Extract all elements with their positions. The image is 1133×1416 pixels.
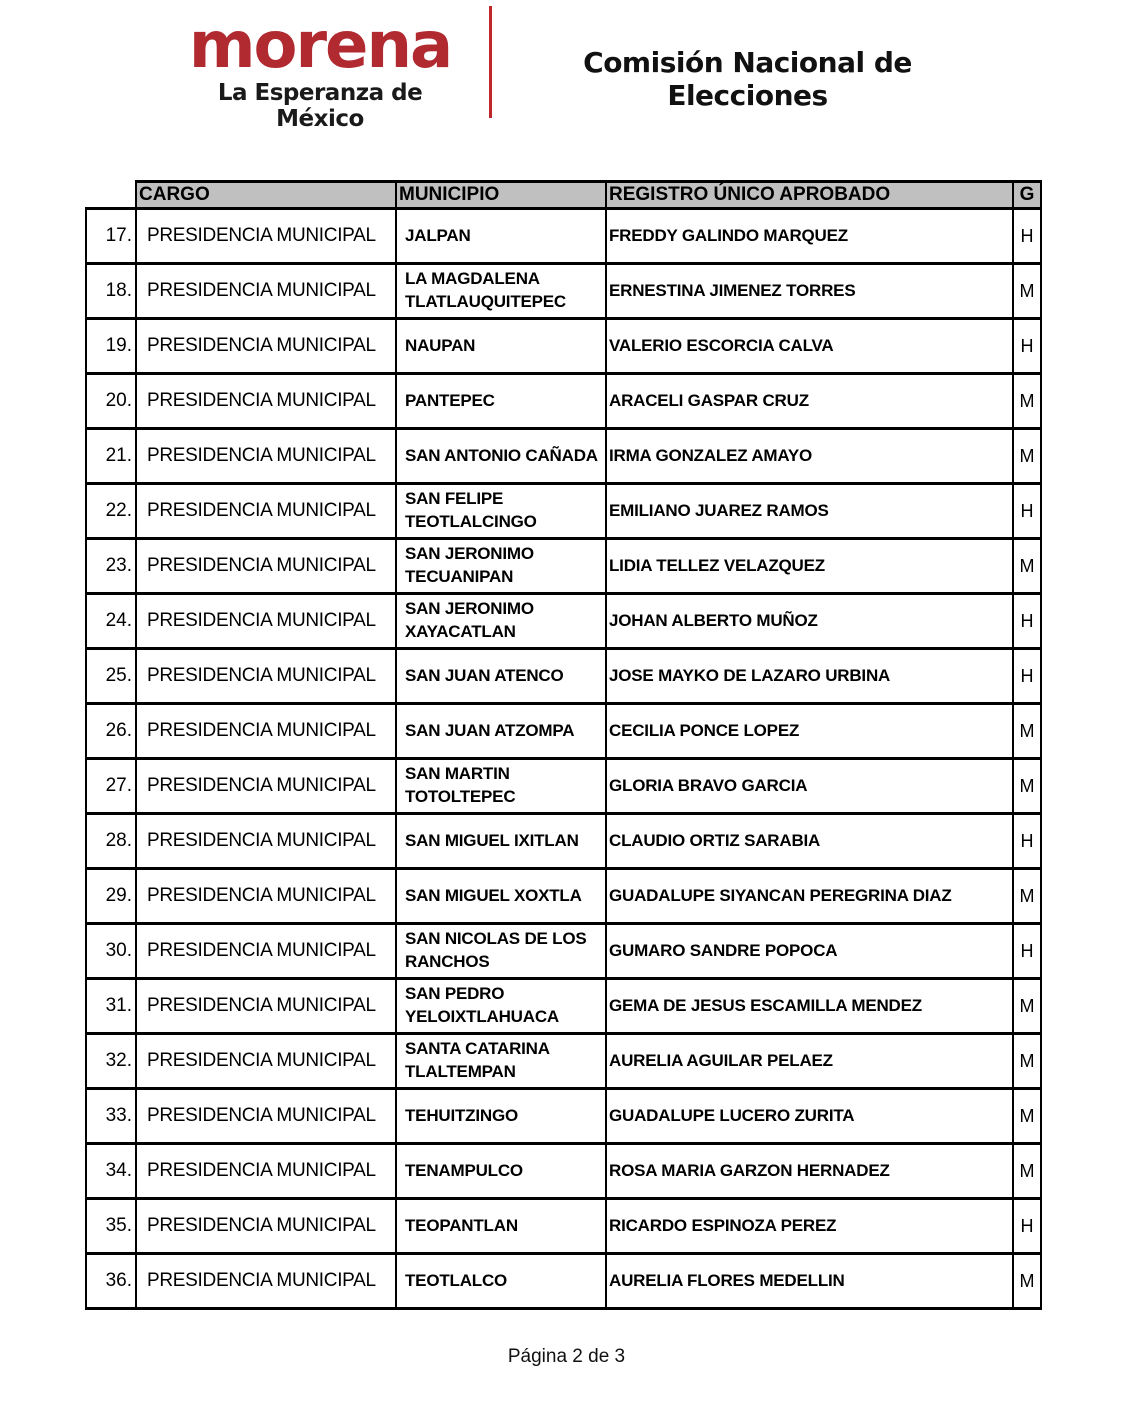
table-row	[86, 1034, 1041, 1089]
row-number-cell: 23.	[86, 539, 136, 594]
table-row	[86, 814, 1041, 869]
cargo-cell: PRESIDENCIA MUNICIPAL	[136, 539, 396, 594]
genero-cell: M	[1013, 1089, 1041, 1144]
row-number-cell: 31.	[86, 979, 136, 1034]
roster-table	[85, 180, 1042, 1310]
municipio-cell: NAUPAN	[396, 319, 606, 374]
municipio-cell: SAN NICOLAS DE LOS RANCHOS	[396, 924, 606, 979]
municipio-cell: PANTEPEC	[396, 374, 606, 429]
genero-cell: M	[1013, 869, 1041, 924]
page-number-label: Página 2 de 3	[507, 1346, 626, 1367]
row-number-cell: 21.	[86, 429, 136, 484]
registro-cell: CLAUDIO ORTIZ SARABIA	[606, 814, 1013, 869]
table-row	[86, 374, 1041, 429]
genero-cell: M	[1013, 539, 1041, 594]
municipio-cell: SAN JERONIMO TECUANIPAN	[396, 539, 606, 594]
table-row	[86, 649, 1041, 704]
row-number-cell: 19.	[86, 319, 136, 374]
registro-cell: EMILIANO JUAREZ RAMOS	[606, 484, 1013, 539]
row-number-cell: 26.	[86, 704, 136, 759]
row-number-cell: 20.	[86, 374, 136, 429]
cargo-cell: PRESIDENCIA MUNICIPAL	[136, 209, 396, 264]
column-header-cargo: CARGO	[136, 182, 396, 209]
header-row	[86, 182, 1041, 209]
cargo-cell: PRESIDENCIA MUNICIPAL	[136, 1034, 396, 1089]
cargo-cell: PRESIDENCIA MUNICIPAL	[136, 704, 396, 759]
row-number-cell: 29.	[86, 869, 136, 924]
registro-cell: JOHAN ALBERTO MUÑOZ	[606, 594, 1013, 649]
genero-cell: H	[1013, 319, 1041, 374]
registro-cell: ARACELI GASPAR CRUZ	[606, 374, 1013, 429]
morena-logo	[185, 9, 455, 132]
municipio-cell: SAN ANTONIO CAÑADA	[396, 429, 606, 484]
registro-cell: IRMA GONZALEZ AMAYO	[606, 429, 1013, 484]
cargo-cell: PRESIDENCIA MUNICIPAL	[136, 594, 396, 649]
row-number-cell: 30.	[86, 924, 136, 979]
genero-cell: M	[1013, 264, 1041, 319]
cargo-cell: PRESIDENCIA MUNICIPAL	[136, 484, 396, 539]
municipio-cell: SAN JUAN ATZOMPA	[396, 704, 606, 759]
table-row	[86, 539, 1041, 594]
registro-cell: LIDIA TELLEZ VELAZQUEZ	[606, 539, 1013, 594]
registro-cell: AURELIA FLORES MEDELLIN	[606, 1254, 1013, 1309]
genero-cell: M	[1013, 704, 1041, 759]
genero-cell: H	[1013, 484, 1041, 539]
table-row	[86, 264, 1041, 319]
cargo-cell: PRESIDENCIA MUNICIPAL	[136, 649, 396, 704]
registro-cell: AURELIA AGUILAR PELAEZ	[606, 1034, 1013, 1089]
municipio-cell: TENAMPULCO	[396, 1144, 606, 1199]
table-row	[86, 924, 1041, 979]
table-row	[86, 209, 1041, 264]
column-header-municipio: MUNICIPIO	[396, 182, 606, 209]
header-divider-line	[489, 6, 492, 118]
row-number-cell: 27.	[86, 759, 136, 814]
table-row	[86, 429, 1041, 484]
municipio-cell: SAN MIGUEL IXITLAN	[396, 814, 606, 869]
row-number-cell: 33.	[86, 1089, 136, 1144]
municipio-cell: LA MAGDALENA TLATLAUQUITEPEC	[396, 264, 606, 319]
cargo-cell: PRESIDENCIA MUNICIPAL	[136, 1144, 396, 1199]
table-row	[86, 594, 1041, 649]
registro-cell: GEMA DE JESUS ESCAMILLA MENDEZ	[606, 979, 1013, 1034]
column-header-genero: G	[1013, 182, 1041, 209]
municipio-cell: SAN MIGUEL XOXTLA	[396, 869, 606, 924]
row-number-cell: 35.	[86, 1199, 136, 1254]
municipio-cell: SAN JUAN ATENCO	[396, 649, 606, 704]
genero-cell: H	[1013, 1199, 1041, 1254]
genero-cell: H	[1013, 594, 1041, 649]
cargo-cell: PRESIDENCIA MUNICIPAL	[136, 814, 396, 869]
municipio-cell: JALPAN	[396, 209, 606, 264]
row-number-cell: 25.	[86, 649, 136, 704]
roster-table-body	[86, 209, 1041, 1309]
registro-cell: ERNESTINA JIMENEZ TORRES	[606, 264, 1013, 319]
cargo-cell: PRESIDENCIA MUNICIPAL	[136, 319, 396, 374]
cargo-cell: PRESIDENCIA MUNICIPAL	[136, 429, 396, 484]
registro-cell: GUMARO SANDRE POPOCA	[606, 924, 1013, 979]
roster-table-wrap	[85, 180, 1042, 1310]
genero-cell: M	[1013, 1034, 1041, 1089]
table-row	[86, 704, 1041, 759]
morena-logo-wordmark: morena	[188, 9, 452, 83]
column-header-registro: REGISTRO ÚNICO APROBADO	[606, 182, 1013, 209]
registro-cell: FREDDY GALINDO MARQUEZ	[606, 209, 1013, 264]
municipio-cell: TEOTLALCO	[396, 1254, 606, 1309]
row-number-cell: 22.	[86, 484, 136, 539]
municipio-cell: TEHUITZINGO	[396, 1089, 606, 1144]
row-number-cell: 17.	[86, 209, 136, 264]
registro-cell: JOSE MAYKO DE LAZARO URBINA	[606, 649, 1013, 704]
table-row	[86, 1199, 1041, 1254]
genero-cell: H	[1013, 924, 1041, 979]
cargo-cell: PRESIDENCIA MUNICIPAL	[136, 374, 396, 429]
genero-cell: M	[1013, 1144, 1041, 1199]
municipio-cell: SAN PEDRO YELOIXTLAHUACA	[396, 979, 606, 1034]
header-corner-blank	[86, 182, 136, 209]
genero-cell: M	[1013, 429, 1041, 484]
genero-cell: M	[1013, 759, 1041, 814]
cargo-cell: PRESIDENCIA MUNICIPAL	[136, 1254, 396, 1309]
morena-logo-tagline: La Esperanza de México	[217, 80, 423, 132]
table-row	[86, 319, 1041, 374]
table-row	[86, 979, 1041, 1034]
cargo-cell: PRESIDENCIA MUNICIPAL	[136, 979, 396, 1034]
registro-cell: GLORIA BRAVO GARCIA	[606, 759, 1013, 814]
genero-cell: H	[1013, 209, 1041, 264]
table-row	[86, 759, 1041, 814]
table-row	[86, 484, 1041, 539]
cargo-cell: PRESIDENCIA MUNICIPAL	[136, 1199, 396, 1254]
roster-table-header	[86, 182, 1041, 209]
table-row	[86, 1254, 1041, 1309]
genero-cell: H	[1013, 649, 1041, 704]
row-number-cell: 32.	[86, 1034, 136, 1089]
cargo-cell: PRESIDENCIA MUNICIPAL	[136, 759, 396, 814]
genero-cell: M	[1013, 979, 1041, 1034]
table-row	[86, 1089, 1041, 1144]
letterhead	[0, 0, 1133, 130]
row-number-cell: 24.	[86, 594, 136, 649]
cargo-cell: PRESIDENCIA MUNICIPAL	[136, 1089, 396, 1144]
row-number-cell: 18.	[86, 264, 136, 319]
registro-cell: CECILIA PONCE LOPEZ	[606, 704, 1013, 759]
municipio-cell: SAN JERONIMO XAYACATLAN	[396, 594, 606, 649]
row-number-cell: 36.	[86, 1254, 136, 1309]
registro-cell: GUADALUPE SIYANCAN PEREGRINA DIAZ	[606, 869, 1013, 924]
municipio-cell: SAN MARTIN TOTOLTEPEC	[396, 759, 606, 814]
registro-cell: VALERIO ESCORCIA CALVA	[606, 319, 1013, 374]
municipio-cell: SAN FELIPE TEOTLALCINGO	[396, 484, 606, 539]
municipio-cell: SANTA CATARINA TLALTEMPAN	[396, 1034, 606, 1089]
cargo-cell: PRESIDENCIA MUNICIPAL	[136, 869, 396, 924]
cargo-cell: PRESIDENCIA MUNICIPAL	[136, 924, 396, 979]
genero-cell: M	[1013, 374, 1041, 429]
table-row	[86, 869, 1041, 924]
genero-cell: H	[1013, 814, 1041, 869]
registro-cell: ROSA MARIA GARZON HERNADEZ	[606, 1144, 1013, 1199]
row-number-cell: 34.	[86, 1144, 136, 1199]
org-title: Comisión Nacional de Elecciones	[583, 46, 912, 112]
genero-cell: M	[1013, 1254, 1041, 1309]
registro-cell: GUADALUPE LUCERO ZURITA	[606, 1089, 1013, 1144]
table-row	[86, 1144, 1041, 1199]
row-number-cell: 28.	[86, 814, 136, 869]
cargo-cell: PRESIDENCIA MUNICIPAL	[136, 264, 396, 319]
municipio-cell: TEOPANTLAN	[396, 1199, 606, 1254]
registro-cell: RICARDO ESPINOZA PEREZ	[606, 1199, 1013, 1254]
